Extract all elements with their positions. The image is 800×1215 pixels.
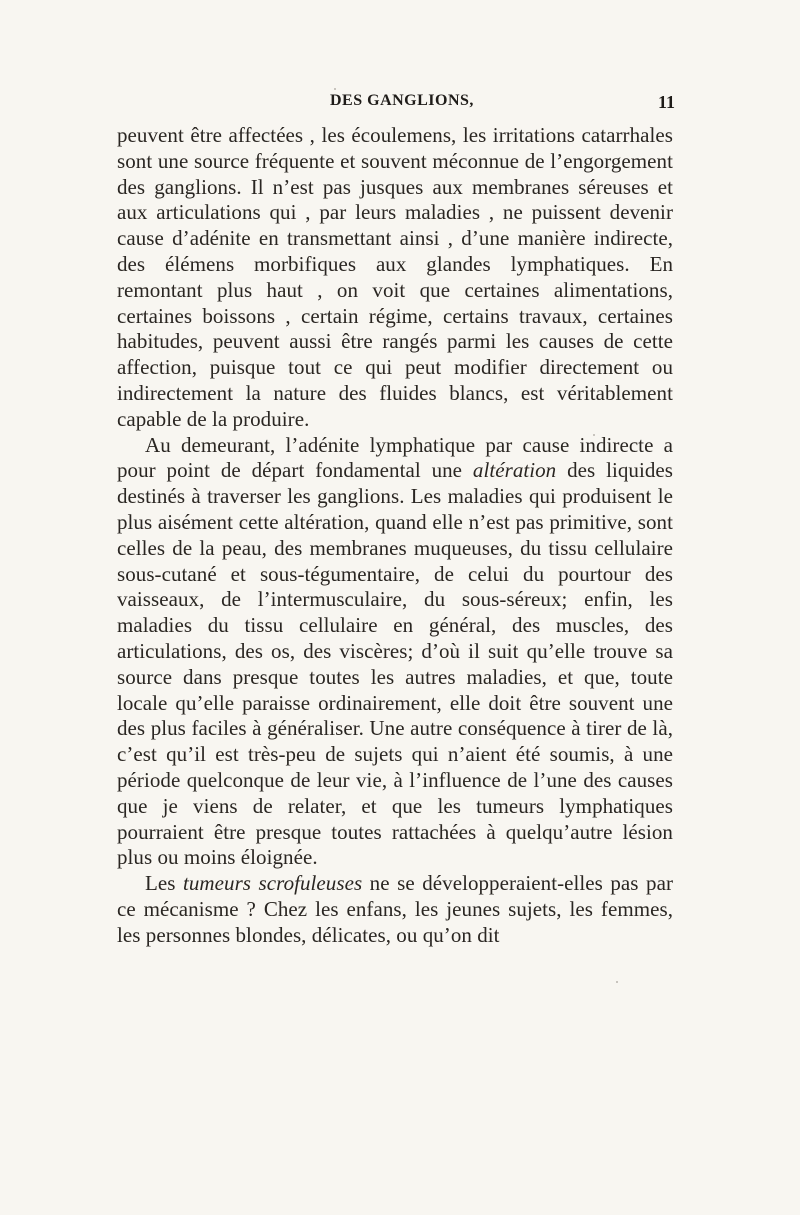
paper-speck [616,981,618,983]
paragraph-3-text-part-1: Les [145,871,183,896]
paper-speck [666,467,668,469]
paper-speck [593,434,595,436]
running-title: DES GANGLIONS, [330,92,474,109]
paragraph-3-text-part-2: ne se développeraient-elles pas par ce mécanisme ? Chez les enfans, les jeunes sujets, les femmes, les personnes blondes, délicates, ou qu’on dit [117,871,673,947]
paragraph-2-italic-term: altération [472,458,557,483]
paragraph-2-text-part-1: Au demeurant, l’adénite lymphatique par cause indirecte a pour point de départ fondamental une [117,432,673,483]
page-header [115,92,675,120]
paragraph-2 [117,433,673,872]
paragraph-1 [117,123,673,433]
paragraph-3 [117,871,673,948]
paper-speck [334,88,336,90]
paragraph-3-italic-term: tumeurs scrofuleuses [183,871,363,896]
paragraph-1-text: peuvent être affectées , les écoulemens, les irritations catarrhales sont une source fréquente et souvent méconnue de l’engorgement des ganglions. Il n’est pas jusques aux membranes séreuses et aux articulations qui , par leurs maladies , ne puissent devenir cause d’adénite en transmettant ainsi , d’une manière indirecte, des élémens morbifiques aux glandes lymphatiques. En remontant plus haut , on voit que certaines alimentations, certaines boissons , certain régime, certains travaux, certaines habitudes, peuvent aussi être rangés parmi les causes de cette affection, puisque tout ce qui peut modifier directement ou indirectement la nature des fluides blancs, est véritablement capable de la produire. [117,123,673,431]
page-number: 11 [657,92,675,112]
paragraph-2-text-part-2: des liquides destinés à traverser les ganglions. Les maladies qui produisent le plus aisément cette altération, quand elle n’est pas primitive, sont celles de la peau, des membranes muqueuses, du tissu cellulaire sous-cutané et sous-tégumentaire, de celui du pourtour des vaisseaux, de l’intermusculaire, du sous-séreux; enfin, les maladies du tissu cellulaire en général, des muscles, des articulations, des os, des viscères; d’où il suit qu’elle trouve sa source dans presque toutes les autres maladies, et que, toute locale qu’elle paraisse ordinairement, elle doit être souvent une des plus faciles à généraliser. Une autre conséquence à tirer de là, c’est qu’il est très-peu de sujets qui n’aient été soumis, à une période quelconque de leur vie, à l’influence de l’une des causes que je viens de relater, et que les tumeurs lymphatiques pourraient être presque toutes rattachées à quelqu’autre lésion plus ou moins éloignée. [117,458,673,870]
body-text [117,123,673,949]
